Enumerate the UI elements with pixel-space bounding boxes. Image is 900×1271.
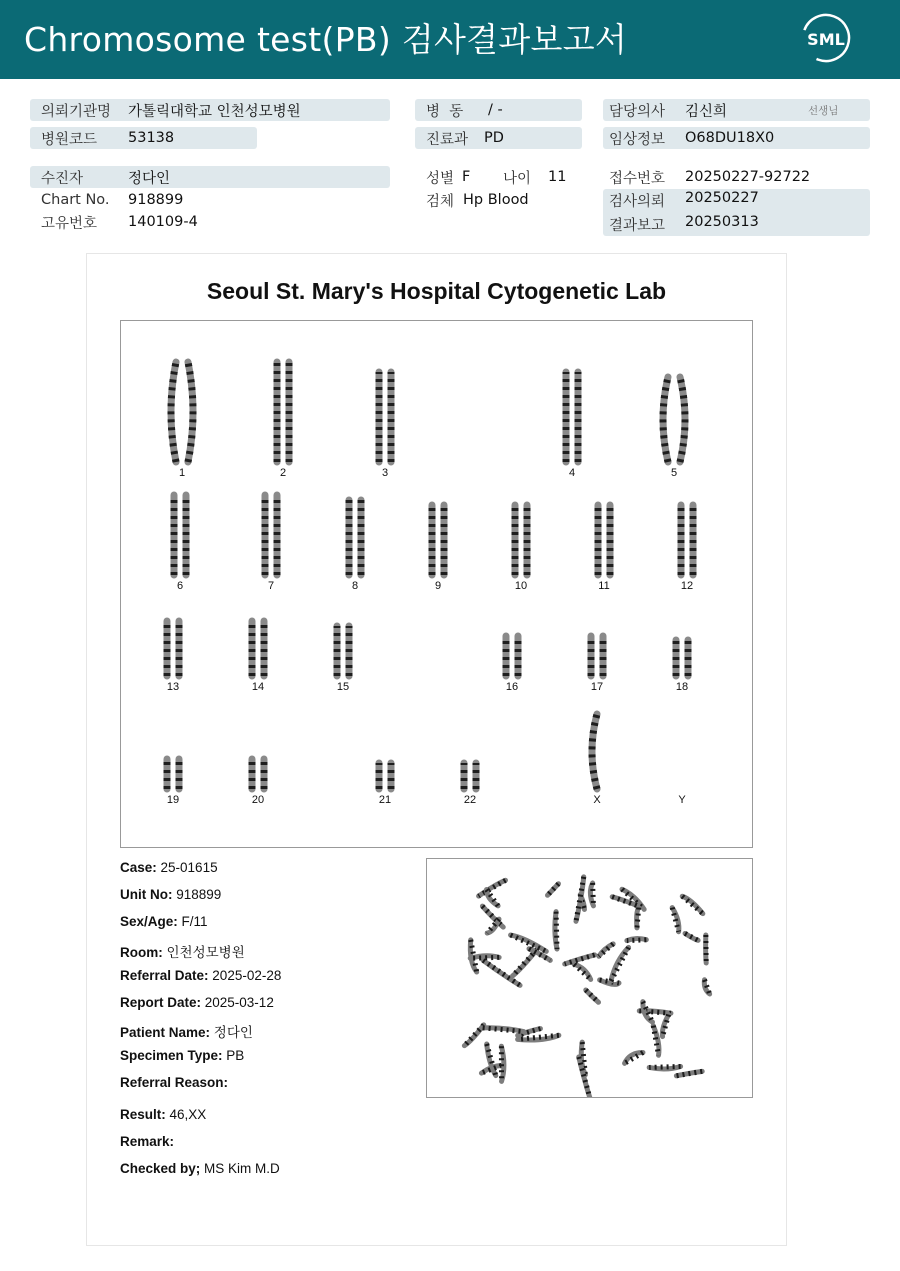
unique-label: 고유번호 — [41, 215, 98, 232]
doctor-suffix: 선생님 — [808, 104, 839, 117]
specimen-label: 검체 — [426, 193, 455, 210]
specimen-value: Hp Blood — [463, 192, 529, 208]
report-field-label: Specimen Type: — [120, 1048, 223, 1063]
report-field-value: 2025-03-12 — [201, 995, 274, 1010]
chart-value: 918899 — [128, 192, 184, 208]
report-field-8 — [120, 1075, 228, 1090]
chromosome-pair-6 — [174, 495, 186, 575]
header-bar — [0, 0, 900, 79]
spread-chromosome — [487, 890, 499, 906]
unique-value: 140109-4 — [128, 214, 198, 230]
spread-chromosome — [649, 1066, 680, 1069]
chromosome-pair-8 — [349, 500, 361, 575]
chromosome-label-11: 11 — [598, 580, 610, 592]
spread-chromosome — [637, 908, 639, 928]
report-field-value: 정다인 — [210, 1025, 253, 1040]
chromosome-pair-11 — [598, 505, 610, 575]
chromosome-label-7: 7 — [267, 580, 275, 592]
lab-report — [86, 253, 787, 1246]
spread-chromosome — [627, 939, 646, 941]
chromosome-label-16: 16 — [505, 681, 519, 693]
logo-text: SML — [807, 30, 845, 49]
patient-value: 정다인 — [128, 170, 171, 187]
karyotype-panel — [120, 320, 753, 848]
metaphase-spread-image — [427, 859, 752, 1097]
report-field-label: Patient Name: — [120, 1025, 211, 1040]
dept-label: 진료과 — [426, 131, 469, 148]
chromosome-label-21: 21 — [378, 794, 392, 806]
report-field-value: F/11 — [177, 914, 208, 929]
chromosome-pair-10 — [515, 505, 527, 575]
patient-row — [30, 166, 390, 188]
doctor-row — [603, 99, 870, 121]
dept-value: PD — [484, 130, 504, 146]
chromosome-label-15: 15 — [336, 681, 350, 693]
chromosome-pair-7 — [265, 495, 277, 575]
chromosome-pair-9 — [432, 505, 444, 575]
report-field-value: 인천성모병원 — [162, 945, 245, 960]
hospital-code-row — [30, 127, 257, 149]
chromosome-pair-16 — [506, 636, 518, 676]
hospital-code-label: 병원코드 — [41, 131, 98, 148]
chromosome-pair-13 — [167, 621, 179, 676]
report-field-label: Room: — [120, 945, 163, 960]
chromosome-label-12: 12 — [680, 580, 694, 592]
report-field-value: 46,XX — [165, 1107, 207, 1122]
chromosome-label-13: 13 — [166, 681, 180, 693]
spread-chromosome — [501, 1046, 504, 1081]
chromosome-pair-21 — [379, 763, 391, 789]
request-value: 20250227 — [685, 190, 759, 206]
chromosome-pair-19 — [167, 759, 179, 789]
report-field-label: Report Date: — [120, 995, 202, 1010]
chromosome-label-18: 18 — [675, 681, 689, 693]
chromosome-label-5: 5 — [670, 467, 678, 479]
sex-value: F — [462, 169, 471, 185]
age-label: 나이 — [503, 170, 532, 187]
patient-label: 수진자 — [41, 170, 84, 187]
chromosome-label-Y: Y — [678, 794, 686, 806]
chromosome-pair-20 — [252, 759, 264, 789]
sml-logo-icon — [800, 12, 852, 64]
receipt-row — [603, 166, 870, 188]
report-field-0 — [120, 860, 218, 875]
doctor-value: 김신희 — [685, 103, 728, 120]
chromosome-pair-17 — [591, 636, 603, 676]
chromosome-pair-2 — [277, 362, 289, 462]
report-field-value: 2025-02-28 — [208, 968, 282, 983]
dept-row — [415, 127, 582, 149]
report-field-label: Referral Date: — [120, 968, 209, 983]
spread-chromosome — [565, 955, 595, 964]
unique-row — [30, 211, 330, 233]
request-label: 검사의뢰 — [609, 194, 666, 210]
report-field-6 — [120, 1021, 253, 1041]
report-field-9 — [120, 1107, 206, 1122]
report-field-10 — [120, 1134, 174, 1149]
chromosome-pair-18 — [676, 640, 688, 676]
age-value: 11 — [548, 169, 567, 185]
spread-chromosome — [706, 935, 707, 963]
spread-chromosome — [586, 990, 599, 1002]
chromosome-pair-X — [592, 714, 597, 789]
ward-label: 병 동 — [426, 103, 464, 120]
receipt-label: 접수번호 — [609, 170, 666, 187]
chromosome-label-6: 6 — [176, 580, 184, 592]
report-field-4 — [120, 968, 281, 983]
institution-value: 가톨릭대학교 인천성모병원 — [128, 103, 301, 120]
ward-value: / - — [488, 102, 503, 118]
page-title: Chromosome test(PB) 검사결과보고서 — [24, 20, 628, 59]
chromosome-pair-22 — [464, 763, 476, 789]
clinical-value: O68DU18X0 — [685, 130, 775, 146]
institution-row — [30, 99, 390, 121]
report-field-label: Sex/Age: — [120, 914, 178, 929]
report-field-value: PB — [222, 1048, 245, 1063]
report-field-3 — [120, 941, 245, 961]
dates-block — [603, 189, 870, 236]
clinical-row — [603, 127, 870, 149]
report-field-value: 918899 — [172, 887, 222, 902]
ward-row — [415, 99, 582, 121]
chromosome-label-1: 1 — [178, 467, 186, 479]
chromosome-label-2: 2 — [279, 467, 287, 479]
chromosome-label-19: 19 — [166, 794, 180, 806]
report-field-label: Checked by; — [120, 1161, 201, 1176]
chromosome-label-8: 8 — [351, 580, 359, 592]
clinical-label: 임상정보 — [609, 131, 666, 148]
chromosome-pair-15 — [337, 626, 349, 676]
chromosome-label-22: 22 — [463, 794, 477, 806]
spread-chromosome — [487, 919, 499, 933]
sex-age-row — [415, 166, 595, 188]
report-field-label: Case: — [120, 860, 157, 875]
lab-title: Seoul St. Mary's Hospital Cytogenetic Lab — [206, 278, 667, 304]
chart-row — [30, 189, 330, 211]
metaphase-spread-panel — [426, 858, 753, 1098]
chromosome-label-9: 9 — [434, 580, 442, 592]
chromosome-label-4: 4 — [568, 467, 576, 479]
report-label: 결과보고 — [609, 218, 666, 234]
chromosome-pair-5 — [663, 377, 685, 462]
chromosome-pair-14 — [252, 621, 264, 676]
report-field-1 — [120, 887, 221, 902]
report-value: 20250313 — [685, 214, 759, 230]
report-field-5 — [120, 995, 274, 1010]
chart-label: Chart No. — [41, 192, 110, 208]
chromosome-label-20: 20 — [251, 794, 265, 806]
specimen-row — [415, 189, 595, 211]
hospital-code-value: 53138 — [128, 130, 175, 146]
spread-chromosome — [599, 944, 613, 956]
chromosome-pair-1 — [171, 362, 193, 462]
chromosome-label-14: 14 — [251, 681, 265, 693]
report-field-label: Remark: — [120, 1134, 175, 1149]
doctor-label: 담당의사 — [609, 103, 666, 120]
karyogram — [121, 321, 752, 847]
report-field-label: Unit No: — [120, 887, 173, 902]
receipt-value: 20250227-92722 — [685, 169, 811, 185]
report-field-7 — [120, 1048, 244, 1063]
report-field-label: Referral Reason: — [120, 1075, 229, 1090]
report-field-value: 25-01615 — [156, 860, 218, 875]
chromosome-pair-4 — [566, 372, 578, 462]
chromosome-label-3: 3 — [381, 467, 389, 479]
chromosome-pair-3 — [379, 372, 391, 462]
report-field-value: MS Kim M.D — [200, 1161, 280, 1176]
chromosome-pair-12 — [681, 505, 693, 575]
sex-label: 성별 — [426, 170, 455, 187]
report-field-11 — [120, 1161, 280, 1176]
report-field-2 — [120, 914, 208, 929]
chromosome-label-17: 17 — [590, 681, 604, 693]
report-field-label: Result: — [120, 1107, 166, 1122]
chromosome-label-X: X — [593, 794, 601, 806]
chromosome-label-10: 10 — [514, 580, 528, 592]
institution-label: 의뢰기관명 — [41, 103, 112, 120]
